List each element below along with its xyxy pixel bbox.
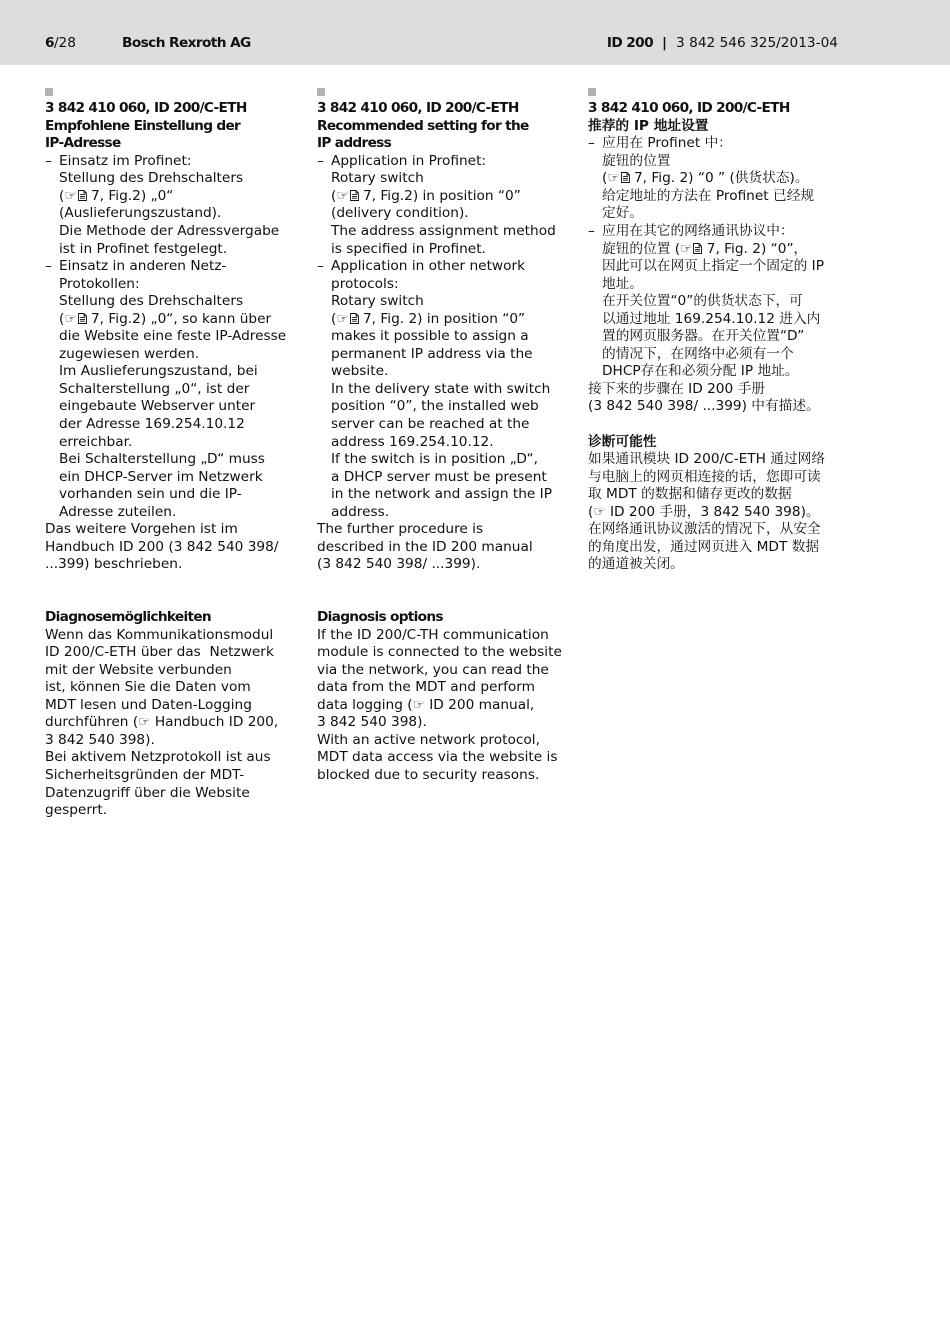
text-line: 取 MDT 的数据和储存更改的数据 [588, 486, 792, 503]
list-item-line: Bei Schalterstellung „D“ muss [59, 451, 265, 468]
bullet-dash: – [45, 258, 52, 275]
page-total: /28 [53, 34, 76, 51]
list-item-line: Schalterstellung „0“, ist der [59, 380, 250, 397]
list-item [317, 258, 579, 521]
text-line: described in the ID 200 manual [317, 538, 533, 555]
list-item-line: (delivery condition). [331, 205, 469, 222]
text-run: 7, Fig.2) in position “0” [358, 187, 521, 204]
pointing-hand-icon [413, 697, 425, 713]
list-item-line: Einsatz in anderen Netz- [59, 258, 227, 275]
text-line: MDT data access via the website is [317, 749, 558, 766]
list-item-line: (Auslieferungszustand). [59, 205, 222, 222]
list-item-line: 旋钮的位置 [602, 152, 671, 169]
text-line: Bei aktivem Netzprotokoll ist aus [45, 749, 271, 766]
document-icon-graphic [350, 190, 359, 201]
settings-list [45, 153, 307, 521]
diagnosis-section [317, 609, 579, 784]
document-icon-graphic [350, 313, 359, 324]
list-item-line: Stellung des Drehschalters [59, 170, 244, 187]
company-name: Bosch Rexroth AG [122, 34, 251, 51]
document-icon [77, 188, 87, 204]
pointing-hand-icon [593, 504, 605, 520]
document-icon [620, 170, 630, 186]
list-item-line: 在开关位置“0”的供货状态下，可 [602, 293, 803, 310]
list-item-line: website. [331, 363, 389, 380]
list-item-line: 置的网页服务器。在开关位置“D” [602, 328, 805, 345]
text-line: (3 842 540 398/ ...399). [317, 556, 481, 573]
list-item-line: position “0”, the installed web [331, 398, 539, 415]
text-line: ist, können Sie die Daten vom [45, 679, 251, 696]
bullet-dash: – [45, 152, 52, 169]
document-icon [349, 188, 359, 204]
list-item-line: permanent IP address via the [331, 345, 533, 362]
document-reference [607, 35, 838, 53]
bullet-dash: – [317, 152, 324, 169]
header-separator: | [662, 34, 668, 51]
text-line [588, 504, 850, 522]
title-line: 3 842 410 060, ID 200/C-ETH [588, 100, 790, 117]
list-item-line [602, 241, 850, 259]
text-line: 与电脑上的网页相连接的话，您即可读 [588, 468, 821, 485]
list-item-line: der Adresse 169.254.10.12 [59, 416, 245, 433]
text-line: via the network, you can read the [317, 661, 549, 678]
page-outline [621, 173, 629, 183]
section-marker [317, 88, 325, 96]
list-item-line [602, 170, 850, 188]
list-item-line: 应用在其它的网络通讯协议中： [602, 223, 794, 240]
text-line: If the ID 200/C-TH communication [317, 626, 549, 643]
diagnosis-title: 诊断可能性 [588, 433, 657, 450]
page-outline [78, 190, 86, 200]
list-item-line: 给定地址的方法在 Profinet 已经规 [602, 187, 815, 204]
list-item [45, 258, 307, 521]
section-title [588, 100, 850, 135]
text-run: ( [59, 187, 65, 204]
text-line [45, 714, 307, 732]
list-item-line: Rotary switch [331, 293, 424, 310]
text-line: Das weitere Vorgehen ist im [45, 521, 238, 538]
list-item-line: address. [331, 503, 390, 520]
list-item [317, 153, 579, 258]
text-line: data from the MDT and perform [317, 679, 536, 696]
closing-paragraph [588, 381, 850, 416]
document-icon [77, 311, 87, 327]
text-line: gesperrt. [45, 802, 108, 819]
page-outline [78, 313, 86, 323]
text-line: 在网络通讯协议激活的情况下，从安全 [588, 521, 821, 538]
diagnosis-title: Diagnosis options [317, 609, 443, 626]
list-item [588, 135, 850, 223]
text-run: Handbuch ID 200, [150, 714, 279, 731]
text-line: mit der Website verbunden [45, 661, 232, 678]
list-item-line: makes it possible to assign a [331, 328, 529, 345]
list-item-line [59, 188, 307, 206]
text-line: ...399) beschrieben. [45, 556, 183, 573]
page-current: 6 [45, 34, 54, 51]
text-line: With an active network protocol, [317, 731, 540, 748]
text-run: 7, Fig.2) „0“ [86, 187, 174, 204]
list-item-line: In the delivery state with switch [331, 380, 551, 397]
document-icon [692, 241, 702, 257]
title-line: 3 842 410 060, ID 200/C-ETH [45, 100, 247, 117]
list-item-line: Protokollen: [59, 275, 140, 292]
title-line: IP-Adresse [45, 135, 121, 152]
text-run: 旋钮的位置 ( [602, 240, 681, 257]
document-icon [349, 311, 359, 327]
list-item-line: protocols: [331, 275, 399, 292]
page-number [45, 35, 76, 53]
page-outline [350, 313, 358, 323]
page-outline [694, 243, 702, 253]
list-item-line: zugewiesen werden. [59, 345, 200, 362]
document-icon-graphic [621, 172, 630, 183]
text-run: ( [331, 310, 337, 327]
page-outline [350, 190, 358, 200]
text-line: 接下来的步骤在 ID 200 手册 [588, 380, 765, 397]
diagnosis-section [45, 609, 307, 820]
list-item-line: 定好。 [602, 205, 644, 222]
list-item-line: Application in Profinet: [331, 152, 487, 169]
list-item-line: erreichbar. [59, 433, 133, 450]
diagnosis-section [588, 434, 850, 574]
list-item-line: Einsatz im Profinet: [59, 152, 192, 169]
list-item-line: The address assignment method [331, 223, 556, 240]
text-line: 3 842 540 398). [45, 731, 155, 748]
bullet-dash: – [317, 258, 324, 275]
text-line: Sicherheitsgründen der MDT- [45, 766, 245, 783]
text-run: durchführen ( [45, 714, 139, 731]
text-run: ( [331, 187, 337, 204]
text-line: Datenzugriff über die Website [45, 784, 250, 801]
bullet-dash: – [588, 223, 595, 240]
title-line: 推荐的 IP 地址设置 [588, 117, 709, 134]
text-line: Handbuch ID 200 (3 842 540 398/ [45, 538, 279, 555]
text-run: 7, Fig. 2) “0 ” (供货状态)。 [629, 170, 809, 187]
list-item-line: Adresse zuteilen. [59, 503, 177, 520]
section-marker [588, 88, 596, 96]
closing-paragraph [317, 521, 579, 574]
document-icon-graphic [78, 190, 87, 201]
pointing-hand-icon [680, 241, 692, 257]
text-line: (3 842 540 398/ ...399) 中有描述。 [588, 398, 820, 415]
text-line: blocked due to security reasons. [317, 766, 540, 783]
list-item-line: vorhanden sein und die IP- [59, 486, 242, 503]
list-item-line: DHCP存在和必须分配 IP 地址。 [602, 363, 799, 380]
diagnosis-paragraph [588, 451, 850, 574]
text-line: The further procedure is [317, 521, 484, 538]
bullet-dash: – [588, 135, 595, 152]
title-line: 3 842 410 060, ID 200/C-ETH [317, 100, 519, 117]
diagnosis-title: Diagnosemöglichkeiten [45, 609, 211, 626]
text-run: ID 200 manual, [424, 696, 535, 713]
pointing-hand-icon [336, 188, 348, 204]
section-title [317, 100, 579, 153]
title-line: IP address [317, 135, 392, 152]
list-item-line: Stellung des Drehschalters [59, 293, 244, 310]
list-item-line: ein DHCP-Server im Netzwerk [59, 468, 263, 485]
text-run: 7, Fig. 2) “0”， [702, 240, 808, 257]
list-item-line: in the network and assign the IP [331, 486, 552, 503]
list-item-line: Im Auslieferungszustand, bei [59, 363, 258, 380]
list-item-line: 地址。 [602, 275, 644, 292]
section-marker [45, 88, 53, 96]
text-run: 7, Fig.2) „0“, so kann über [86, 310, 272, 327]
title-line: Recommended setting for the [317, 117, 529, 134]
text-line: ID 200/C-ETH über das Netzwerk [45, 644, 274, 661]
column-german [45, 88, 307, 820]
text-line: Wenn das Kommunikationsmodul [45, 626, 274, 643]
list-item-line: 的情况下，在网络中必须有一个 [602, 345, 794, 362]
column-chinese [588, 88, 850, 574]
text-run: ( [602, 170, 608, 187]
text-run: 7, Fig. 2) in position “0” [358, 310, 526, 327]
document-icon-graphic [78, 313, 87, 324]
settings-list [317, 153, 579, 521]
text-line [317, 697, 579, 715]
list-item-line: Rotary switch [331, 170, 424, 187]
list-item-line [331, 311, 579, 329]
text-run: ( [588, 503, 594, 520]
text-line: MDT lesen und Daten-Logging [45, 696, 252, 713]
list-item-line: Die Methode der Adressvergabe [59, 223, 280, 240]
text-run: ID 200 手册，3 842 540 398)。 [605, 503, 820, 520]
text-run: ( [59, 310, 65, 327]
pointing-hand-icon [138, 714, 150, 730]
list-item-line: address 169.254.10.12. [331, 433, 494, 450]
list-item-line [331, 188, 579, 206]
list-item-line [59, 311, 307, 329]
text-line: 3 842 540 398). [317, 714, 427, 731]
text-line: 如果通讯模块 ID 200/C-ETH 通过网络 [588, 451, 826, 468]
list-item-line: Application in other network [331, 258, 526, 275]
column-english [317, 88, 579, 785]
product-id: ID 200 [606, 34, 654, 51]
closing-paragraph [45, 521, 307, 574]
text-line: 的通道被关闭。 [588, 556, 684, 573]
text-run: data logging ( [317, 696, 413, 713]
document-number: 3 842 546 325/2013-04 [676, 34, 838, 51]
list-item [588, 223, 850, 381]
settings-list [588, 135, 850, 381]
list-item-line: a DHCP server must be present [331, 468, 547, 485]
list-item-line: die Website eine feste IP-Adresse [59, 328, 287, 345]
text-line: 的角度出发，通过网页进入 MDT 数据 [588, 538, 820, 555]
list-item-line: 应用在 Profinet 中： [602, 135, 732, 152]
list-item-line: server can be reached at the [331, 416, 530, 433]
pointing-hand-icon [64, 188, 76, 204]
title-line: Empfohlene Einstellung der [45, 117, 241, 134]
text-line: module is connected to the website [317, 644, 562, 661]
list-item-line: eingebaute Webserver unter [59, 398, 256, 415]
page-header [0, 0, 950, 65]
diagnosis-paragraph [45, 627, 307, 820]
pointing-hand-icon [607, 170, 619, 186]
diagnosis-paragraph [317, 627, 579, 785]
list-item-line: If the switch is in position „D“, [331, 451, 539, 468]
list-item-line: 因此可以在网页上指定一个固定的 IP [602, 258, 824, 275]
list-item-line: 以通过地址 169.254.10.12 进入内 [602, 310, 821, 327]
list-item-line: is specified in Profinet. [331, 240, 486, 257]
pointing-hand-icon [336, 311, 348, 327]
pointing-hand-icon [64, 311, 76, 327]
list-item [45, 153, 307, 258]
list-item-line: ist in Profinet festgelegt. [59, 240, 228, 257]
section-title [45, 100, 307, 153]
